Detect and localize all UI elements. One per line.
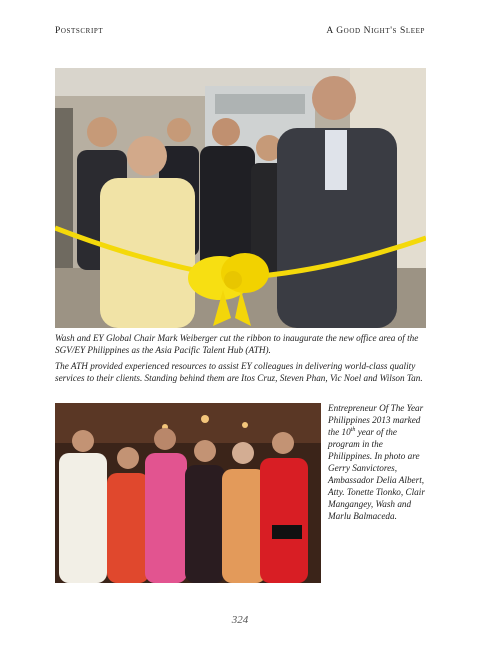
running-header-section: Postscript: [55, 26, 104, 36]
caption-text: Entrepreneur Of The Year Philippines 2013 marked the 10: [328, 403, 424, 437]
caption-paragraph: Wash and EY Global Chair Mark Weiberger cut the ribbon to inaugurate the new office area of the SGV/EY Philippines as the Asia Pacific Talent Hub (ATH).: [55, 333, 419, 355]
page-number: 324: [231, 614, 249, 626]
photo-2-caption: [328, 402, 428, 522]
caption-paragraph: The ATH provided experienced resources to assist EY colleagues in delivering world-class quality services to their clients. Standing behind them are Itos Cruz, Steven Phan, Vic Noel and Wilson Tan.: [55, 361, 423, 383]
group-event-photo: [55, 403, 321, 583]
running-header-title: A Good Night's Sleep: [326, 26, 425, 36]
photo-1-caption: [55, 332, 425, 388]
ordinal-suffix: th: [350, 426, 356, 433]
ribbon-cutting-photo: [55, 68, 426, 328]
caption-text: year of the program in the Philippines. In photo are Gerry Sanvictores, Ambassador Delia Albert, Atty. Tonette Tionko, Clair Mangangey, Wash and Marlu Balmaceda.: [328, 427, 425, 521]
